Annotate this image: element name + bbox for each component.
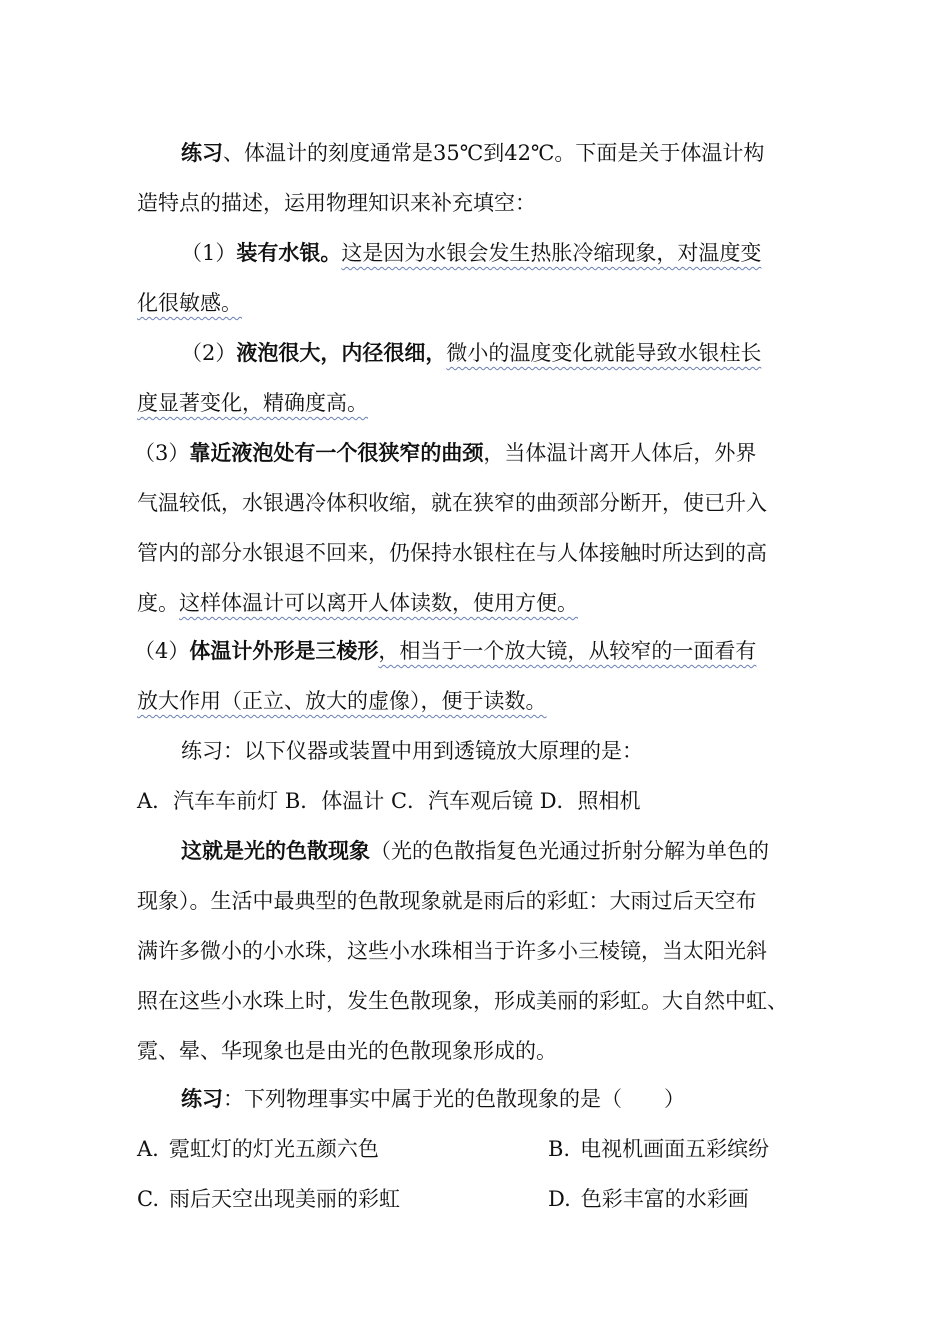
item1-number: （1） — [181, 241, 237, 265]
option-c-text: 雨后天空出现美丽的彩虹 — [169, 1187, 400, 1211]
option-c-label: C. — [137, 1187, 159, 1211]
intro-line-2: 造特点的描述，运用物理知识来补充填空： — [137, 191, 536, 215]
exercise3-row-2 — [137, 1184, 830, 1214]
item4-line-2 — [137, 686, 830, 716]
item1-underlined-2: 化很敏感。 — [137, 291, 242, 315]
item2-underlined-2: 度显著变化，精确度高。 — [137, 391, 368, 415]
exercise3-text: ：下列物理事实中属于光的色散现象的是（ ） — [223, 1087, 685, 1111]
option-d-label: D. — [548, 1187, 571, 1211]
item1-line-2 — [137, 288, 830, 318]
dispersion-text: （光的色散指复色光通过折射分解为单色的 — [370, 839, 769, 863]
item3-line-1 — [134, 438, 830, 468]
option-d-text: 色彩丰富的水彩画 — [580, 1187, 749, 1211]
option-b-label: B. — [548, 1137, 571, 1161]
item1-line-1 — [181, 238, 830, 268]
exercise-lead: 练习 — [181, 140, 223, 165]
item2-heading: 液泡很大，内径很细， — [236, 340, 447, 365]
item4-heading: 体温计外形是三棱形 — [189, 638, 379, 663]
option-b-text: 电视机画面五彩缤纷 — [580, 1137, 770, 1161]
item3-line-4 — [137, 588, 830, 618]
dispersion-line-3: 满许多微小的小水珠，这些小水珠相当于许多小三棱镜，当太阳光斜 — [137, 939, 767, 963]
option-d — [548, 1184, 749, 1214]
item3-text-4: 度。 — [137, 591, 179, 615]
item4-number: （4） — [134, 639, 190, 663]
exercise2-question: 练习：以下仪器或装置中用到透镜放大原理的是： — [181, 739, 643, 763]
item2-line-1 — [181, 338, 830, 368]
item1-heading: 装有水银。 — [236, 240, 342, 265]
item4-underlined: ，相当于一个放大镜，从较窄的一面看有 — [378, 639, 757, 663]
option-a-text: 霓虹灯的灯光五颜六色 — [168, 1137, 379, 1161]
dispersion-line-5: 霓、晕、华现象也是由光的色散现象形成的。 — [137, 1039, 557, 1063]
option-a-label: A. — [137, 1137, 159, 1161]
intro-line-1 — [181, 138, 830, 168]
intro-text: 、体温计的刻度通常是35℃到42℃。下面是关于体温计构 — [223, 141, 765, 165]
item3-number: （3） — [134, 441, 190, 465]
item2-line-2 — [137, 388, 830, 418]
item3-underlined: 这样体温计可以离开人体读数，使用方便。 — [179, 591, 578, 615]
dispersion-line-1 — [181, 836, 830, 866]
dispersion-line-4: 照在这些小水珠上时，发生色散现象，形成美丽的彩虹。大自然中虹、 — [137, 989, 788, 1013]
item2-number: （2） — [181, 341, 237, 365]
dispersion-line-2: 现象）。生活中最典型的色散现象就是雨后的彩虹：大雨过后天空布 — [137, 889, 757, 913]
item3-heading: 靠近液泡处有一个很狭窄的曲颈 — [189, 440, 484, 465]
item4-underlined-2: 放大作用（正立、放大的虚像），便于读数。 — [137, 689, 547, 713]
exercise2-options: A．汽车车前灯 B．体温计 C．汽车观后镜 D．照相机 — [137, 789, 641, 813]
item1-underlined: 这是因为水银会发生热胀冷缩现象，对温度变 — [341, 241, 762, 265]
option-b — [548, 1134, 769, 1164]
item4-line-1 — [134, 636, 830, 666]
item3-text: ，当体温计离开人体后，外界 — [483, 441, 757, 465]
exercise3-lead: 练习 — [181, 1086, 223, 1111]
item3-line-3: 管内的部分水银退不回来，仍保持水银柱在与人体接触时所达到的高 — [137, 541, 767, 565]
exercise3-row-1 — [137, 1134, 830, 1164]
item3-line-2: 气温较低，水银遇冷体积收缩，就在狭窄的曲颈部分断开，使已升入 — [137, 491, 767, 515]
item2-underlined: 微小的温度变化就能导致水银柱长 — [446, 341, 762, 365]
exercise3-question — [181, 1084, 830, 1114]
dispersion-heading: 这就是光的色散现象 — [181, 838, 370, 863]
